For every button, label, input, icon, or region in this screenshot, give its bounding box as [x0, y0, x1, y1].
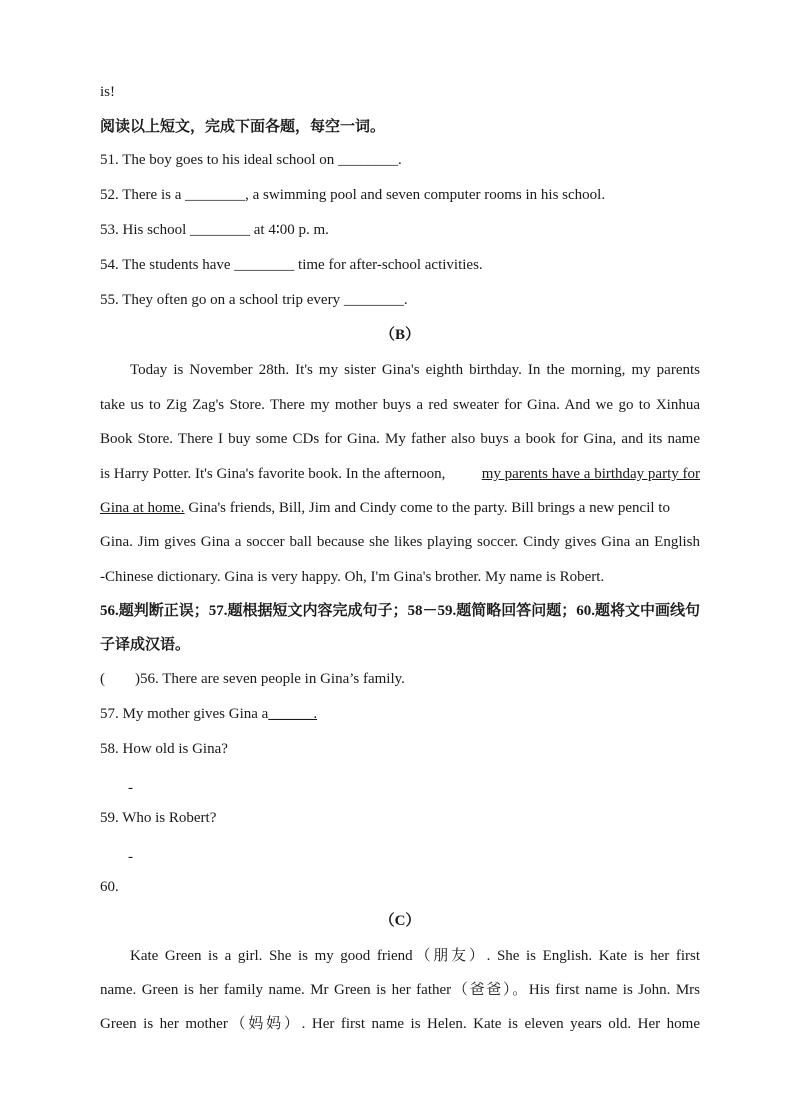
question-51: 51. The boy goes to his ideal school on ________.	[100, 152, 402, 168]
underlined-sentence-part-2: Gina at home.	[100, 500, 185, 516]
passage-b-line-4	[100, 464, 700, 484]
passage-b-line-7: -Chinese dictionary. Gina is very happy. Oh, I'm Gina's brother. My name is Robert.	[100, 569, 605, 585]
passage-c-line-1: Kate Green is a girl. She is my good friend（朋友）. She is English. Kate is her first	[130, 948, 700, 964]
question-56-text: 56. There are seven people in Gina’s family.	[140, 671, 405, 687]
question-53: 53. His school ________ at 4∶00 p. m.	[100, 222, 329, 238]
passage-tail: is!	[100, 84, 115, 100]
question-56	[100, 669, 405, 689]
section-b-instruction-2: 子译成汉语。	[100, 637, 191, 653]
passage-b-line-5	[100, 498, 700, 518]
passage-c-line-3: Green is her mother（妈妈）. Her first name is Helen. Kate is eleven years old. Her home	[100, 1016, 700, 1032]
question-58: 58. How old is Gina?	[100, 741, 228, 757]
question-52: 52. There is a ________, a swimming pool and seven computer rooms in his school.	[100, 187, 606, 203]
question-57-blank: ______.	[268, 706, 318, 722]
passage-b-line-4-text: is Harry Potter. It's Gina's favorite book. In the afternoon,	[100, 466, 446, 482]
question-59: 59. Who is Robert?	[100, 810, 217, 826]
section-c-heading: （C）	[379, 913, 421, 929]
section-b-instruction-1: 56.题判断正误；57.题根据短文内容完成句子；58－59.题简略回答问题；60.题将文中画线句	[100, 603, 701, 619]
passage-b-line-5-text: Gina's friends, Bill, Jim and Cindy come to the party. Bill brings a new pencil to	[184, 500, 670, 516]
question-55: 55. They often go on a school trip every ________.	[100, 292, 408, 308]
underlined-sentence-part-1: my parents have a birthday party for	[481, 466, 700, 482]
passage-b-line-3: Book Store. There I buy some CDs for Gina. My father also buys a book for Gina, and its name	[100, 431, 700, 447]
question-57	[100, 704, 317, 724]
answer-59-dash: -	[128, 849, 133, 865]
answer-58-dash: -	[128, 780, 133, 796]
section-b-heading: （B）	[379, 327, 420, 343]
question-54: 54. The students have ________ time for after-school activities.	[100, 257, 483, 273]
answer-paren: ( )	[100, 671, 140, 687]
question-60: 60.	[100, 879, 119, 895]
passage-b-line-2: take us to Zig Zag's Store. There my mother buys a red sweater for Gina. And we go to Xinhua	[100, 397, 700, 413]
passage-c-line-2: name. Green is her family name. Mr Green is her father（爸爸）。His first name is John. Mrs	[100, 982, 700, 998]
passage-b-line-1: Today is November 28th. It's my sister Gina's eighth birthday. In the morning, my parents	[130, 362, 700, 378]
section-a-instruction: 阅读以上短文，完成下面各题，每空一词。	[100, 119, 386, 135]
passage-b-line-6: Gina. Jim gives Gina a soccer ball because she likes playing soccer. Cindy gives Gina an English	[100, 534, 700, 550]
question-57-text: 57. My mother gives Gina a	[100, 706, 269, 722]
